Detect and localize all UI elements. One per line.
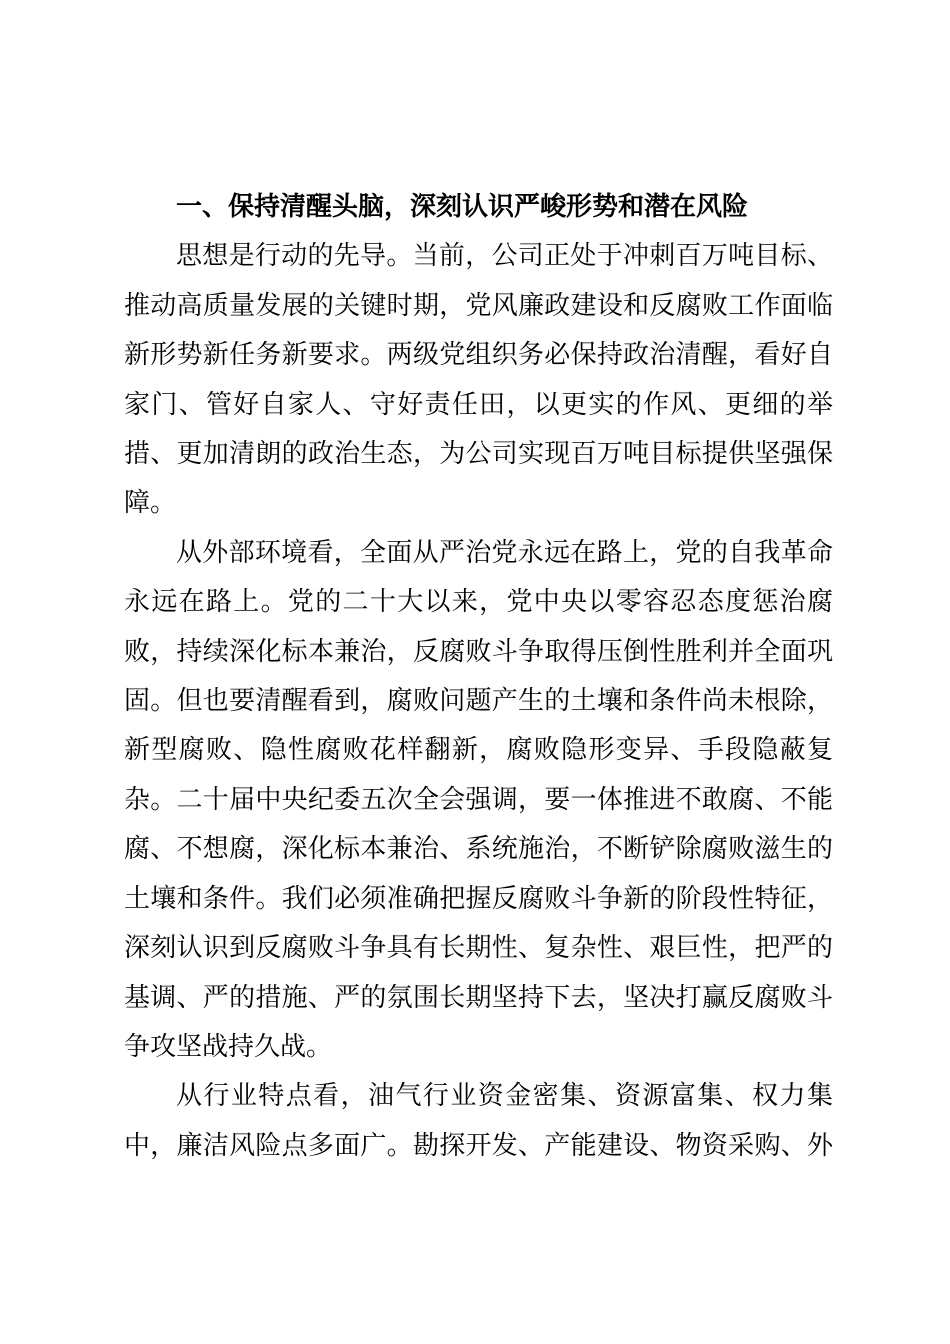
text-line: 思想是行动的先导。当前，公司正处于冲刺百万吨目标、 — [176, 240, 833, 271]
text-line: 从外部环境看，全面从严治党永远在路上，党的自我革命 — [176, 536, 833, 567]
text-line: 新形势新任务新要求。两级党组织务必保持政治清醒，看好自 — [124, 339, 833, 370]
text-line: 腐、不想腐，深化标本兼治、系统施治，不断铲除腐败滋生的 — [124, 833, 833, 864]
text-line: 家门、管好自家人、守好责任田，以更实的作风、更细的举 — [124, 388, 833, 419]
text-line: 土壤和条件。我们必须准确把握反腐败斗争新的阶段性特征， — [124, 882, 833, 913]
text-line: 永远在路上。党的二十大以来，党中央以零容忍态度惩治腐 — [124, 586, 833, 617]
text-line: 固。但也要清醒看到，腐败问题产生的土壤和条件尚未根除， — [124, 685, 833, 716]
text-line: 新型腐败、隐性腐败花样翻新，腐败隐形变异、手段隐蔽复 — [124, 734, 833, 765]
text-line: 中，廉洁风险点多面广。勘探开发、产能建设、物资采购、外 — [124, 1129, 833, 1160]
text-line: 障。 — [124, 487, 177, 518]
text-line: 基调、严的措施、严的氛围长期坚持下去，坚决打赢反腐败斗 — [124, 981, 833, 1012]
text-line: 杂。二十届中央纪委五次全会强调，要一体推进不敢腐、不能 — [124, 783, 833, 814]
document-content — [124, 182, 833, 1170]
text-line: 措、更加清朗的政治生态，为公司实现百万吨目标提供坚强保 — [124, 438, 833, 469]
text-line: 推动高质量发展的关键时期，党风廉政建设和反腐败工作面临 — [124, 289, 833, 320]
text-line: 深刻认识到反腐败斗争具有长期性、复杂性、艰巨性，把严的 — [124, 932, 833, 963]
text-line: 从行业特点看，油气行业资金密集、资源富集、权力集 — [176, 1080, 833, 1111]
text-line: 败，持续深化标本兼治，反腐败斗争取得压倒性胜利并全面巩 — [124, 635, 833, 666]
text-line: 争攻坚战持久战。 — [124, 1030, 333, 1061]
section-heading: 一、保持清醒头脑，深刻认识严峻形势和潜在风险 — [176, 191, 749, 221]
